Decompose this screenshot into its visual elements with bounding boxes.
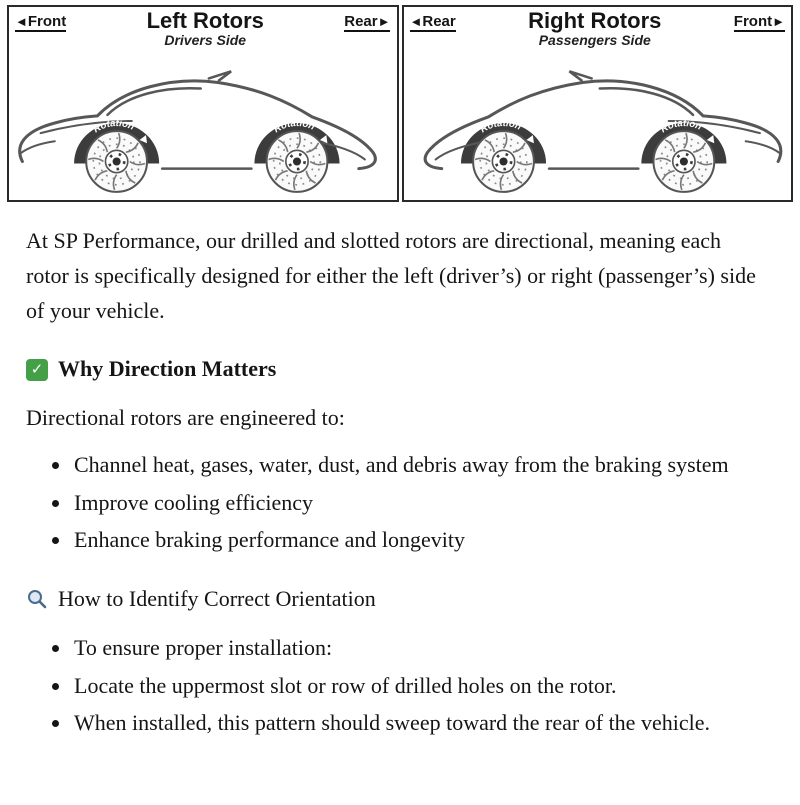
bullet-item: • Locate the uppermost slot or row of drilled holes on the rotor. [72,669,760,704]
heading-text: Why Direction Matters [58,356,277,382]
left-panel-header [9,7,397,48]
right-arrow-icon: ► [772,14,785,29]
left-panel-titles [147,9,264,48]
bullet-item: • Enhance braking performance and longevity [72,523,760,558]
heading-text: How to Identify Correct Orientation [58,586,376,612]
left-arrow-icon: ◄ [15,14,28,29]
magnifier-icon [26,588,48,610]
right-rotors-panel [402,5,794,202]
rear-direction-label: ◄Rear [410,13,456,32]
article [0,202,800,741]
panel-title: Right Rotors [528,8,662,33]
right-car-illustration [404,48,792,200]
panel-title: Left Rotors [146,8,264,33]
right-panel-header [404,7,792,48]
panel-subtitle: Passengers Side [538,32,651,49]
rotor-direction-diagram [7,5,793,202]
orientation-heading [26,582,760,617]
why-direction-lead: Directional rotors are engineered to: [26,405,345,431]
why-direction-heading [26,352,760,387]
front-direction-label: ◄Front [15,13,66,32]
bullet-item: • When installed, this pattern should sweep toward the rear of the vehicle. [72,706,760,741]
left-rotors-panel [7,5,399,202]
front-direction-label: Front► [734,13,785,32]
rear-direction-label: Rear► [344,13,390,32]
bullet-item: • Improve cooling efficiency [72,486,760,521]
why-direction-list [26,448,760,558]
left-arrow-icon: ◄ [409,14,423,29]
bullet-item: • To ensure proper installation: [72,631,760,666]
right-arrow-icon: ► [377,14,391,29]
bullet-item: • Channel heat, gases, water, dust, and debris away from the braking system [72,448,760,483]
right-panel-titles [528,9,661,48]
orientation-list [26,631,760,741]
intro-paragraph: At SP Performance, our drilled and slotted rotors are directional, meaning each rotor is specifically designed for either the left (driver’s) or right (passenger’s) side of your vehicle. [26,228,756,323]
panel-subtitle: Drivers Side [164,32,247,49]
left-car-illustration [9,48,397,200]
page [0,5,800,741]
check-icon: ✓ [26,359,48,381]
